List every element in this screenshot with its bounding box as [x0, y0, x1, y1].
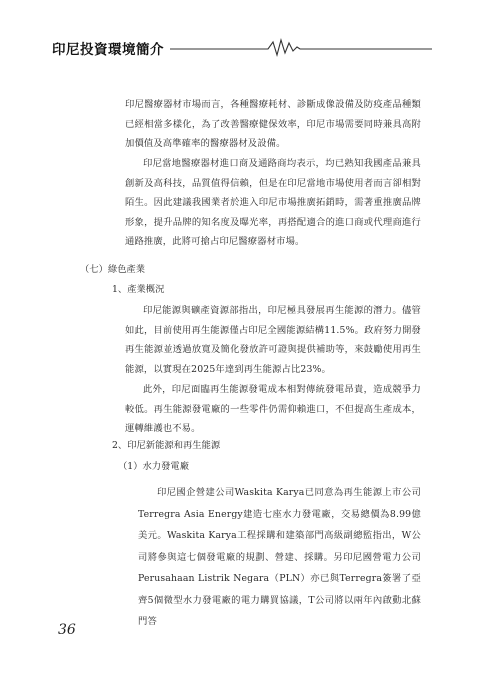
- heartbeat-line-ornament: [170, 36, 432, 58]
- section-heading-green-industry: （七）綠色產業: [80, 264, 146, 275]
- paragraph-medical-market: 印尼醫療器材市場而言，各種醫療耗材、診斷成像設備及防疫產品種類已經相當多樣化，為了改善醫療健保效率，印尼市場需要同時兼具高附加價值及高準確率的醫療器材及設備。: [125, 99, 421, 149]
- paragraph-hydropower: 印尼國企營建公司Waskita Karya已同意為再生能源上市公司Terregra Asia Energy建造七座水力發電廠，交易總價為8.99億美元。Waskita Karya工程採購和建築部門高級副總監指出，W公司將參與這七個發電廠的規劃、營建、採購。另印尼國營電力公司Perusahaan Listrik Negara（PLN）亦已與Terregra簽署了亞齊5個微型水力發電廠的電力購買協議，T公司將以兩年內啟動北蘇門答: [138, 487, 421, 627]
- page-number: 36: [58, 622, 76, 638]
- running-header: [52, 36, 432, 58]
- subheading-hydropower: （1）水力發電廠: [118, 461, 189, 472]
- subheading-industry-overview: 1、產業概況: [112, 284, 165, 295]
- paragraph-renewable-cost: 此外，印尼面臨再生能源發電成本相對傳統發電昂貴，造成競爭力較低。再生能源發電廠的一些零件仍需仰賴進口，不但提高生產成本，運轉維護也不易。: [125, 384, 421, 434]
- paragraph-medical-importers: 印尼當地醫療器材進口商及通路商均表示，均已熟知我國產品兼具創新及高科技，品質值得信賴，但是在印尼當地市場使用者而言卻相對陌生。因此建議我國業者於進入印尼市場推廣拓銷時，需著重推廣品牌形象，提升品牌的知名度及曝光率，再搭配適合的進口商或代理商進行通路推廣，此將可搶占印尼醫療器材市場。: [125, 158, 421, 247]
- subheading-new-renewable-energy: 2、印尼新能源和再生能源: [112, 440, 221, 451]
- running-header-title: 印尼投資環境簡介: [52, 42, 164, 58]
- paragraph-renewable-potential: 印尼能源與礦產資源部指出，印尼極具發展再生能源的潛力。儘管如此，目前使用再生能源僅占印尼全國能源結構11.5%。政府努力開發再生能源並透過放寬及簡化發放許可證與提供補助等，來鼓勵使用再生能源，以實現在2025年達到再生能源占比23%。: [125, 305, 421, 375]
